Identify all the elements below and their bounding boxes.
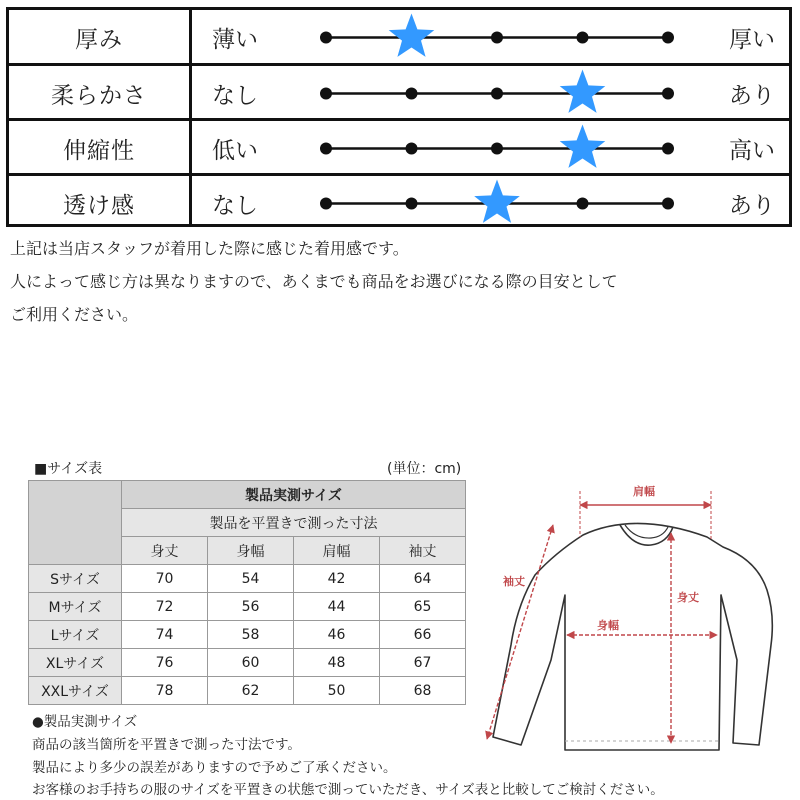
scale-dot bbox=[320, 32, 332, 44]
shoulder-label: 肩幅 bbox=[633, 485, 655, 498]
width-label: 身幅 bbox=[597, 619, 619, 632]
table-cell: 46 bbox=[294, 621, 380, 649]
long-sleeve-shirt-icon bbox=[493, 523, 772, 750]
table-cell: 74 bbox=[122, 621, 208, 649]
feel-high-label: あり bbox=[729, 83, 775, 109]
scale-dot bbox=[662, 143, 674, 155]
feel-high-label: 厚い bbox=[729, 27, 775, 53]
scale-dot bbox=[491, 88, 503, 100]
scale-dot bbox=[577, 32, 589, 44]
size-table bbox=[28, 480, 466, 705]
column-header: 身丈 bbox=[122, 537, 208, 565]
table-cell: 78 bbox=[122, 677, 208, 705]
table-row bbox=[29, 677, 466, 705]
feel-high-label: 高い bbox=[729, 138, 775, 164]
table-cell: 65 bbox=[380, 593, 466, 621]
scale-dot bbox=[491, 143, 503, 155]
footnote-line: 商品の該当箇所を平置きで測った寸法です。 bbox=[32, 737, 301, 753]
scale-dot bbox=[320, 88, 332, 100]
scale-dot bbox=[320, 198, 332, 210]
table-row bbox=[29, 593, 466, 621]
size-table-title: ■サイズ表 bbox=[34, 461, 103, 477]
rating-star-icon bbox=[560, 125, 606, 168]
footnote-line: 製品により多少の誤差がありますので予めご了承ください。 bbox=[32, 760, 397, 776]
table-header-main: 製品実測サイズ bbox=[122, 481, 466, 509]
footnote-heading: ●製品実測サイズ bbox=[32, 714, 138, 730]
feel-row-stretch bbox=[9, 118, 789, 176]
note-line: 人によって感じ方は異なりますので、あくまでも商品をお選びになる際の目安として bbox=[10, 272, 618, 291]
scale-dot bbox=[406, 143, 418, 155]
rating-star-icon bbox=[560, 70, 606, 113]
feel-low-label: なし bbox=[212, 193, 258, 219]
table-cell: 70 bbox=[122, 565, 208, 593]
table-cell: 64 bbox=[380, 565, 466, 593]
table-cell: 67 bbox=[380, 649, 466, 677]
table-cell: 50 bbox=[294, 677, 380, 705]
feel-label: 厚み bbox=[75, 27, 123, 53]
feel-row-sheerness bbox=[9, 173, 789, 231]
garment-measurement-diagram bbox=[475, 475, 795, 775]
rating-star-icon bbox=[389, 14, 435, 57]
note-line: 上記は当店スタッフが着用した際に感じた着用感です。 bbox=[10, 239, 409, 258]
feel-scale bbox=[309, 10, 679, 65]
scale-dot bbox=[320, 143, 332, 155]
column-header: 袖丈 bbox=[380, 537, 466, 565]
feel-low-label: なし bbox=[212, 83, 258, 109]
size-label: Sサイズ bbox=[29, 565, 122, 593]
size-label: Lサイズ bbox=[29, 621, 122, 649]
feel-high-label: あり bbox=[729, 193, 775, 219]
feel-low-label: 低い bbox=[212, 138, 258, 164]
size-label: XXLサイズ bbox=[29, 677, 122, 705]
table-row bbox=[29, 565, 466, 593]
table-cell: 68 bbox=[380, 677, 466, 705]
feel-label: 伸縮性 bbox=[63, 138, 135, 164]
table-row bbox=[29, 621, 466, 649]
table-cell: 56 bbox=[208, 593, 294, 621]
scale-dot bbox=[406, 198, 418, 210]
table-header-sub: 製品を平置きで測った寸法 bbox=[122, 509, 466, 537]
table-cell: 76 bbox=[122, 649, 208, 677]
table-cell: 42 bbox=[294, 565, 380, 593]
table-corner bbox=[29, 481, 122, 565]
scale-dot bbox=[662, 198, 674, 210]
length-label: 身丈 bbox=[677, 591, 699, 604]
table-row bbox=[29, 649, 466, 677]
wear-feel-table bbox=[6, 7, 792, 227]
feel-scale bbox=[309, 121, 679, 176]
column-header: 身幅 bbox=[208, 537, 294, 565]
rating-star-icon bbox=[474, 180, 520, 223]
table-cell: 60 bbox=[208, 649, 294, 677]
column-header: 肩幅 bbox=[294, 537, 380, 565]
table-cell: 54 bbox=[208, 565, 294, 593]
table-cell: 58 bbox=[208, 621, 294, 649]
scale-dot bbox=[491, 32, 503, 44]
table-cell: 62 bbox=[208, 677, 294, 705]
scale-dot bbox=[662, 88, 674, 100]
table-cell: 48 bbox=[294, 649, 380, 677]
feel-label: 透け感 bbox=[63, 193, 135, 219]
scale-dot bbox=[577, 198, 589, 210]
scale-dot bbox=[662, 32, 674, 44]
size-label: XLサイズ bbox=[29, 649, 122, 677]
scale-dot bbox=[406, 88, 418, 100]
feel-low-label: 薄い bbox=[212, 27, 258, 53]
table-cell: 66 bbox=[380, 621, 466, 649]
table-cell: 72 bbox=[122, 593, 208, 621]
feel-row-thickness bbox=[9, 10, 789, 65]
feel-label: 柔らかさ bbox=[51, 83, 147, 109]
sleeve-label: 袖丈 bbox=[503, 575, 525, 588]
size-label: Mサイズ bbox=[29, 593, 122, 621]
table-cell: 44 bbox=[294, 593, 380, 621]
feel-scale bbox=[309, 66, 679, 121]
note-line: ご利用ください。 bbox=[10, 305, 139, 324]
footnote-line: お客様のお手持ちの服のサイズを平置きの状態で測っていただき、サイズ表と比較してご検討ください。 bbox=[32, 782, 664, 798]
feel-row-softness bbox=[9, 63, 789, 121]
feel-scale bbox=[309, 176, 679, 231]
size-table-unit: (単位：cm) bbox=[387, 461, 462, 477]
